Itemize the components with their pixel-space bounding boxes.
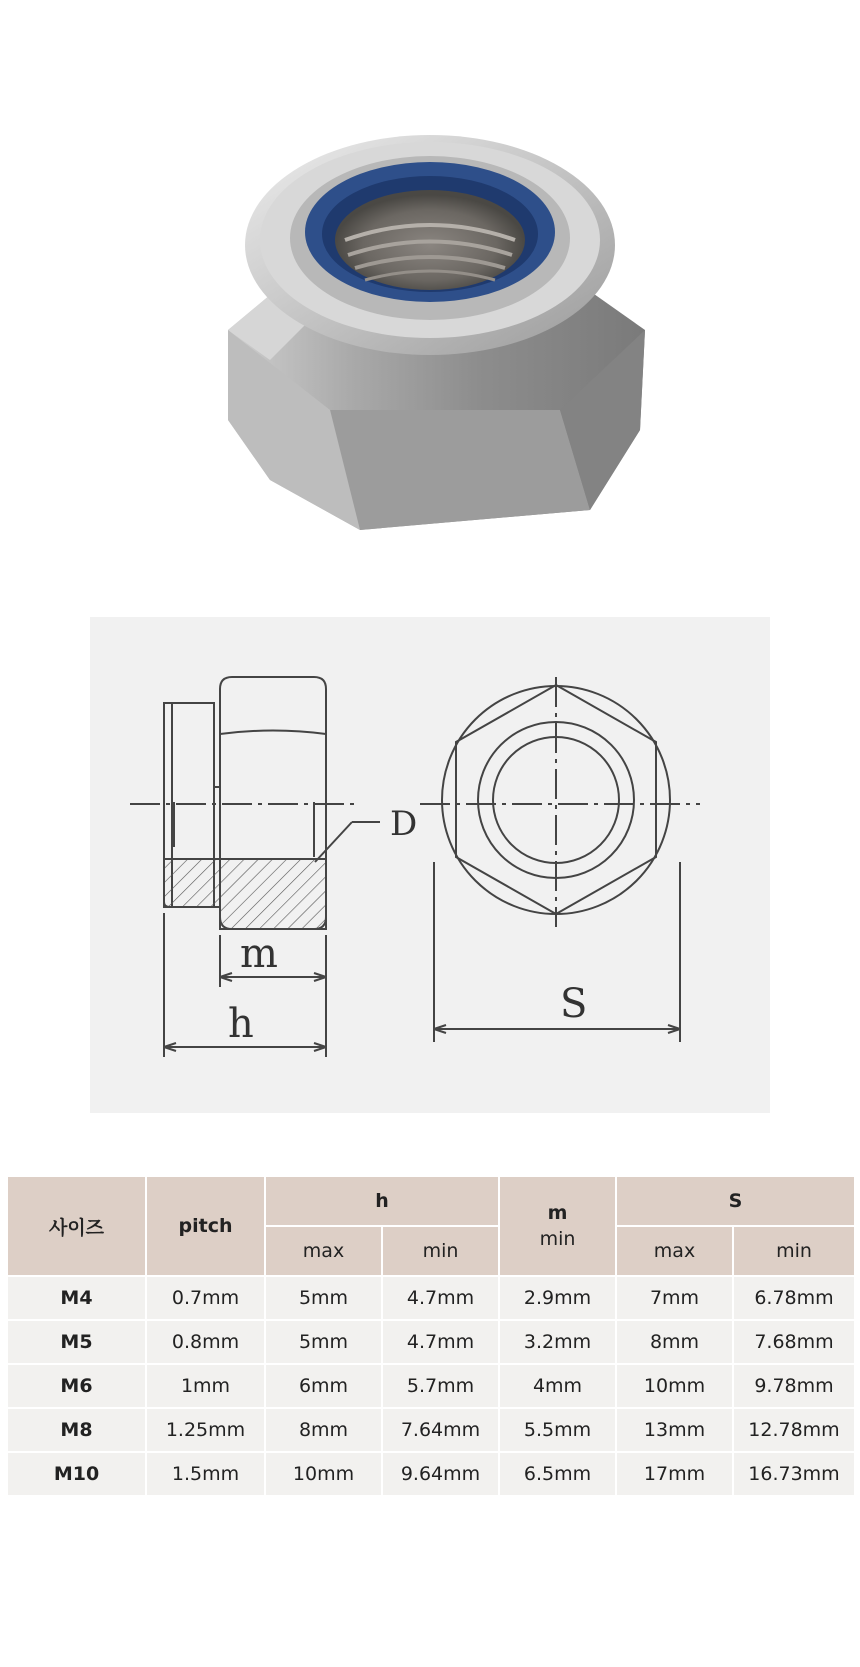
dimension-diagram xyxy=(90,617,770,1113)
label-h: h xyxy=(228,1001,254,1047)
table-cell: 1.5mm xyxy=(146,1452,265,1496)
table-cell: 7mm xyxy=(616,1276,733,1320)
label-d: D xyxy=(390,804,418,844)
label-m: m xyxy=(240,931,278,977)
table-cell: 16.73mm xyxy=(733,1452,855,1496)
header-m xyxy=(499,1176,616,1276)
table-cell: 12.78mm xyxy=(733,1408,855,1452)
nylon-lock-nut-photo xyxy=(0,0,860,560)
table-cell: 9.78mm xyxy=(733,1364,855,1408)
table-cell: 5.5mm xyxy=(499,1408,616,1452)
size-cell: M6 xyxy=(7,1364,146,1408)
table-row xyxy=(7,1364,855,1408)
table-cell: 5mm xyxy=(265,1276,382,1320)
table-cell: 7.64mm xyxy=(382,1408,499,1452)
table-row xyxy=(7,1408,855,1452)
header-pitch: pitch xyxy=(146,1176,265,1276)
header-h-max: max xyxy=(265,1226,382,1276)
table-cell: 1mm xyxy=(146,1364,265,1408)
header-size: 사이즈 xyxy=(7,1176,146,1276)
size-cell: M5 xyxy=(7,1320,146,1364)
table-cell: 4.7mm xyxy=(382,1320,499,1364)
table-cell: 2.9mm xyxy=(499,1276,616,1320)
table-cell: 0.8mm xyxy=(146,1320,265,1364)
table-cell: 4mm xyxy=(499,1364,616,1408)
table-cell: 1.25mm xyxy=(146,1408,265,1452)
header-m-min: min xyxy=(539,1228,576,1250)
header-s-max: max xyxy=(616,1226,733,1276)
label-s: S xyxy=(560,981,588,1027)
table-cell: 9.64mm xyxy=(382,1452,499,1496)
spec-table xyxy=(6,1175,856,1497)
table-cell: 10mm xyxy=(265,1452,382,1496)
size-cell: M8 xyxy=(7,1408,146,1452)
table-row xyxy=(7,1320,855,1364)
table-cell: 8mm xyxy=(616,1320,733,1364)
header-h-min: min xyxy=(382,1226,499,1276)
table-cell: 5mm xyxy=(265,1320,382,1364)
table-cell: 6mm xyxy=(265,1364,382,1408)
table-cell: 3.2mm xyxy=(499,1320,616,1364)
table-row xyxy=(7,1276,855,1320)
table-cell: 8mm xyxy=(265,1408,382,1452)
table-cell: 0.7mm xyxy=(146,1276,265,1320)
header-s-min: min xyxy=(733,1226,855,1276)
dimension-diagram-svg xyxy=(90,617,770,1113)
table-cell: 17mm xyxy=(616,1452,733,1496)
size-cell: M4 xyxy=(7,1276,146,1320)
table-cell: 4.7mm xyxy=(382,1276,499,1320)
table-cell: 6.78mm xyxy=(733,1276,855,1320)
header-s: S xyxy=(616,1176,855,1226)
header-h: h xyxy=(265,1176,499,1226)
table-cell: 7.68mm xyxy=(733,1320,855,1364)
table-cell: 5.7mm xyxy=(382,1364,499,1408)
table-cell: 13mm xyxy=(616,1408,733,1452)
table-cell: 6.5mm xyxy=(499,1452,616,1496)
size-cell: M10 xyxy=(7,1452,146,1496)
table-row xyxy=(7,1452,855,1496)
table-cell: 10mm xyxy=(616,1364,733,1408)
header-m-label: m xyxy=(547,1202,568,1224)
